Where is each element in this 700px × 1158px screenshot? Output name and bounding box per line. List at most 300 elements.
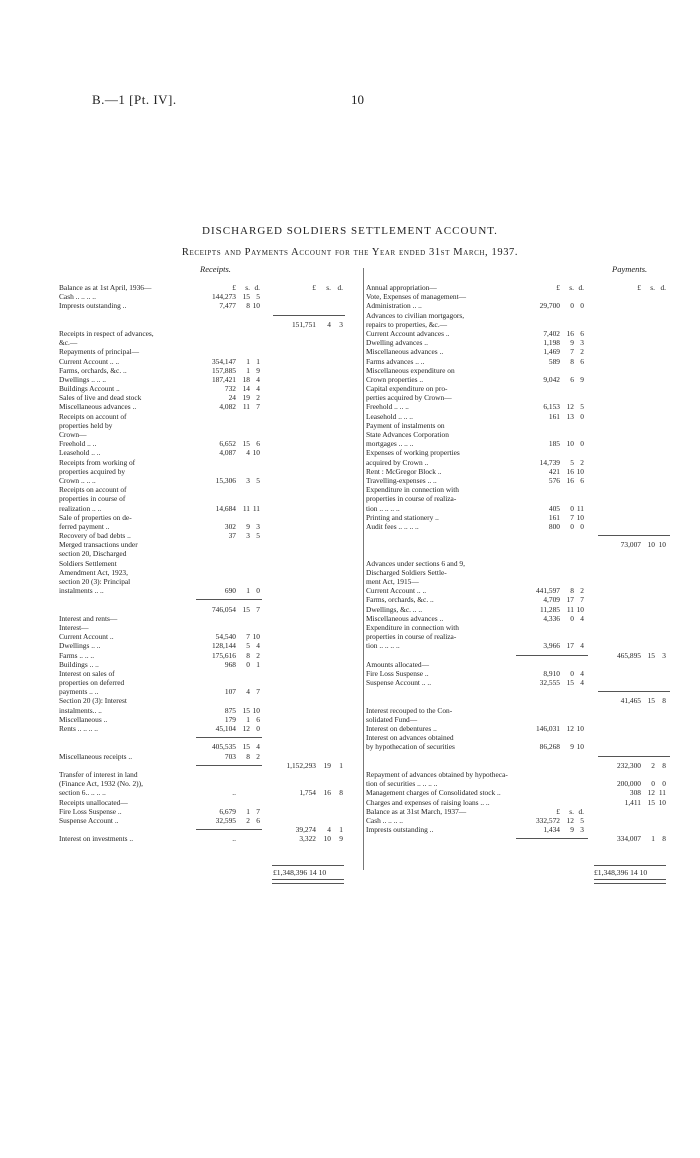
receipts-total-double-rule xyxy=(272,879,344,884)
receipts-row xyxy=(59,393,349,402)
payments-row-label: Amounts allocated— xyxy=(366,659,430,669)
receipts-c1-pounds: 6,679 xyxy=(219,806,236,816)
payments-row xyxy=(366,320,676,329)
payments-row xyxy=(366,292,676,301)
payments-row-label: Farms, orchards, &c. .. xyxy=(366,595,434,605)
payments-c2-pounds: 232,300 xyxy=(616,760,641,770)
payments-row xyxy=(366,752,676,761)
payments-row-label: Capital expenditure on pro- xyxy=(366,384,448,394)
payments-c1-pence: 5 xyxy=(580,402,584,412)
payments-row xyxy=(366,412,676,421)
receipts-c1-pence: 5 xyxy=(256,292,260,302)
receipts-row xyxy=(59,586,349,595)
payments-c2-pence: d. xyxy=(660,283,666,292)
receipts-row-label: Dwellings .. .. xyxy=(59,641,101,651)
payments-row xyxy=(366,476,676,485)
payments-row-label: acquired by Crown .. xyxy=(366,457,429,467)
payments-c2-shillings: 15 xyxy=(647,650,655,660)
receipts-row xyxy=(59,430,349,439)
payments-c1-pence: 0 xyxy=(580,411,584,421)
payments-c1-pence: 10 xyxy=(576,466,584,476)
receipts-c1-shillings: 4 xyxy=(246,448,250,458)
receipts-row-label: Cash .. .. .. .. xyxy=(59,292,96,302)
receipts-row-label: Miscellaneous receipts .. xyxy=(59,751,133,761)
payments-c1-pounds: 86,268 xyxy=(539,742,560,752)
payments-c2-pence: 10 xyxy=(658,797,666,807)
receipts-row xyxy=(59,660,349,669)
payments-row xyxy=(366,448,676,457)
receipts-c1-shillings: s. xyxy=(245,283,250,292)
receipts-row xyxy=(59,549,349,558)
receipts-row-label: Buildings .. .. xyxy=(59,659,99,669)
payments-row xyxy=(366,660,676,669)
receipts-row xyxy=(59,779,349,788)
payments-row-label: Dwelling advances .. xyxy=(366,338,428,348)
payments-row-label: Rent : McGregor Block .. xyxy=(366,466,442,476)
receipts-row-label: Interest and rents— xyxy=(59,613,118,623)
payments-c1-pounds: 146,031 xyxy=(535,724,560,733)
receipts-c1-pence: 7 xyxy=(256,806,260,816)
receipts-c1-pence: 0 xyxy=(256,724,260,733)
payments-heading: Payments. xyxy=(612,264,648,274)
receipts-c1-pence: 7 xyxy=(256,402,260,412)
receipts-row-label: Interest— xyxy=(59,622,89,632)
payments-c1-pence: 10 xyxy=(576,724,584,733)
payments-c1-shillings: 9 xyxy=(570,742,574,752)
receipts-c1-pounds: 157,885 xyxy=(211,365,236,375)
payments-c1-shillings: s. xyxy=(569,283,574,292)
receipts-c2-pounds: £ xyxy=(312,283,316,292)
payments-row-label: Expenses of working properties xyxy=(366,448,460,458)
receipts-c1-pounds: .. xyxy=(232,788,236,798)
receipts-c2-pounds: 1,152,293 xyxy=(286,760,316,770)
payments-c1-pounds: 9,042 xyxy=(543,374,560,384)
payments-c1-shillings: 7 xyxy=(570,512,574,522)
receipts-row-label: Receipts from working of xyxy=(59,457,136,467)
receipts-row-label: Receipts on account of xyxy=(59,485,127,495)
payments-c2-pounds: 41,465 xyxy=(620,696,641,706)
payments-c1-pence: 4 xyxy=(580,641,584,651)
receipts-c1-pence: 2 xyxy=(256,751,260,761)
payments-row xyxy=(366,825,676,834)
payments-row xyxy=(366,623,676,632)
payments-c2-pounds: 73,007 xyxy=(620,540,641,550)
receipts-c2-shillings: 10 xyxy=(323,834,331,844)
payments-row xyxy=(366,779,676,788)
payments-c2-shillings: 0 xyxy=(651,779,655,789)
payments-c1-pence: d. xyxy=(578,806,584,816)
payments-row-label: perties acquired by Crown— xyxy=(366,393,452,403)
payments-c2-pence: 0 xyxy=(662,779,666,789)
payments-row xyxy=(366,384,676,393)
receipts-row xyxy=(59,724,349,733)
payments-row-label: Vote, Expenses of management— xyxy=(366,292,467,302)
receipts-c1-shillings: 15 xyxy=(242,705,250,715)
payments-c1-pence: 0 xyxy=(580,521,584,531)
receipts-row-label: Balance as at 1st April, 1936— xyxy=(59,283,152,292)
receipts-c1-shillings: 14 xyxy=(242,384,250,394)
payments-c1-pounds: 4,336 xyxy=(543,613,560,623)
payments-c2-pounds: 200,000 xyxy=(616,779,641,789)
payments-c1-shillings: 12 xyxy=(566,724,574,733)
payments-c1-pounds: £ xyxy=(556,283,560,292)
payments-row xyxy=(366,577,676,586)
receipts-c1-pence: 4 xyxy=(256,641,260,651)
payments-row-label: Annual appropriation— xyxy=(366,283,437,292)
receipts-row-label: Crown .. .. .. xyxy=(59,475,96,485)
payments-c1-pence: 6 xyxy=(580,356,584,366)
receipts-row xyxy=(59,669,349,678)
receipts-row xyxy=(59,522,349,531)
payments-row xyxy=(366,458,676,467)
receipts-c2-pounds: 1,754 xyxy=(299,788,316,798)
payments-row xyxy=(366,687,676,696)
receipts-row-label: Merged transactions under xyxy=(59,540,138,550)
payments-row xyxy=(366,641,676,650)
payments-c1-pounds: 161 xyxy=(548,411,560,421)
payments-row-label: Printing and stationery .. xyxy=(366,512,439,522)
payments-row xyxy=(366,834,676,843)
receipts-row-label: Interest on investments .. xyxy=(59,834,134,844)
payments-c1-pounds: 185 xyxy=(548,439,560,449)
receipts-row xyxy=(59,412,349,421)
payments-c1-pence: 6 xyxy=(580,475,584,485)
receipts-c1-shillings: 15 xyxy=(242,292,250,302)
payments-c1-pence: 3 xyxy=(580,338,584,348)
payments-row xyxy=(366,467,676,476)
payments-c1-pounds: 14,739 xyxy=(539,457,560,467)
receipts-row xyxy=(59,421,349,430)
receipts-c2-pence: 9 xyxy=(339,834,343,844)
payments-row xyxy=(366,375,676,384)
payments-row xyxy=(366,402,676,411)
payments-c2-shillings: 10 xyxy=(647,540,655,550)
receipts-c1-pounds: 37 xyxy=(228,531,236,541)
receipts-row xyxy=(59,696,349,705)
payments-c1-shillings: 16 xyxy=(566,466,574,476)
receipts-c1-shillings: 11 xyxy=(242,402,250,412)
payments-c1-shillings: 8 xyxy=(570,356,574,366)
receipts-c1-shillings: 11 xyxy=(242,503,250,513)
receipts-row-label: Interest on sales of xyxy=(59,668,115,678)
payments-row-label: Charges and expenses of raising loans .. .. xyxy=(366,797,490,807)
payments-row xyxy=(366,421,676,430)
payments-c1-pence: 7 xyxy=(580,595,584,605)
receipts-c1-pounds: 6,652 xyxy=(219,439,236,449)
payments-row-label: Audit fees .. .. .. .. xyxy=(366,521,419,531)
receipts-row-label: properties acquired by xyxy=(59,466,126,476)
receipts-c1-shillings: 0 xyxy=(246,659,250,669)
payments-c1-pence: 2 xyxy=(580,347,584,357)
receipts-row xyxy=(59,357,349,366)
payments-row xyxy=(366,669,676,678)
payments-c1-shillings: 9 xyxy=(570,825,574,835)
payments-c1-pounds: 6,153 xyxy=(543,402,560,412)
receipts-c1-pounds: 703 xyxy=(224,751,236,761)
payments-c1-pounds: 29,700 xyxy=(539,301,560,311)
receipts-row-label: Current Account .. .. xyxy=(59,356,120,366)
receipts-row xyxy=(59,531,349,540)
receipts-c1-pence: 6 xyxy=(256,714,260,724)
payments-c1-pounds: 1,434 xyxy=(543,825,560,835)
receipts-row-label: Section 20 (3): Interest xyxy=(59,696,127,706)
receipts-row xyxy=(59,402,349,411)
payments-c1-pounds: 11,285 xyxy=(539,604,560,614)
document-title: DISCHARGED SOLDIERS SETTLEMENT ACCOUNT. xyxy=(202,225,498,237)
receipts-row xyxy=(59,623,349,632)
payments-c1-pounds: 32,555 xyxy=(539,678,560,688)
payments-c1-pounds: 161 xyxy=(548,512,560,522)
payments-row xyxy=(366,706,676,715)
payments-row-label: mortgages .. .. .. xyxy=(366,439,414,449)
receipts-c1-pounds: 7,477 xyxy=(219,301,236,311)
payments-row-label: properties in course of realiza- xyxy=(366,494,457,504)
receipts-c2-pence: 1 xyxy=(339,760,343,770)
receipts-c1-pounds: 187,421 xyxy=(211,374,236,384)
receipts-row xyxy=(59,347,349,356)
receipts-c1-pounds: 144,273 xyxy=(211,292,236,302)
payments-c1-pence: 3 xyxy=(580,825,584,835)
receipts-c1-shillings: 2 xyxy=(246,815,250,825)
payments-c1-pence: 2 xyxy=(580,457,584,467)
payments-row xyxy=(366,614,676,623)
payments-row xyxy=(366,724,676,733)
payments-row-label: Farms advances .. .. xyxy=(366,356,425,366)
payments-row xyxy=(366,770,676,779)
payments-c2-pence: 8 xyxy=(662,696,666,706)
receipts-c1-pence: 6 xyxy=(256,439,260,449)
receipts-row xyxy=(59,283,349,292)
receipts-c1-pounds: 746,054 xyxy=(211,604,236,614)
payments-row xyxy=(366,632,676,641)
page-header-reference: B.—1 [Pt. IV]. xyxy=(92,92,177,107)
receipts-row-label: Imprests outstanding .. xyxy=(59,301,127,311)
receipts-row xyxy=(59,513,349,522)
receipts-c1-shillings: 1 xyxy=(246,586,250,596)
receipts-row xyxy=(59,632,349,641)
payments-c1-pence: 0 xyxy=(580,301,584,311)
payments-row xyxy=(366,504,676,513)
receipts-c1-pence: 10 xyxy=(252,705,260,715)
receipts-c1-pence: 10 xyxy=(252,301,260,311)
receipts-c1-pence: 1 xyxy=(256,356,260,366)
receipts-row xyxy=(59,798,349,807)
receipts-row-label: Dwellings .. .. .. xyxy=(59,374,107,384)
receipts-c1-shillings: 15 xyxy=(242,742,250,752)
receipts-row xyxy=(59,494,349,503)
payments-row xyxy=(366,816,676,825)
payments-c1-shillings: 17 xyxy=(566,641,574,651)
receipts-c1-pounds: 54,540 xyxy=(215,632,236,642)
payments-row xyxy=(366,531,676,540)
receipts-row xyxy=(59,614,349,623)
payments-row xyxy=(366,366,676,375)
receipts-row-label: Miscellaneous .. xyxy=(59,714,108,724)
receipts-c1-pounds: 179 xyxy=(224,714,236,724)
receipts-c1-pounds: 405,535 xyxy=(211,742,236,752)
payments-row-label: Discharged Soldiers Settle- xyxy=(366,567,447,577)
receipts-row-label: Miscellaneous advances .. xyxy=(59,402,137,412)
payments-row xyxy=(366,513,676,522)
receipts-row-label: section 20, Discharged xyxy=(59,549,127,559)
receipts-row-label: realization .. .. xyxy=(59,503,102,513)
receipts-c1-pence: 4 xyxy=(256,374,260,384)
payments-row-label: Balance as at 31st March, 1937— xyxy=(366,806,467,816)
payments-row-label: Interest recouped to the Con- xyxy=(366,705,453,715)
payments-row-label: Advances under sections 6 and 9, xyxy=(366,558,465,568)
receipts-row xyxy=(59,301,349,310)
payments-row xyxy=(366,798,676,807)
receipts-row-label: Rents .. .. .. .. xyxy=(59,724,99,733)
payments-c1-pence: 9 xyxy=(580,374,584,384)
receipts-row-label: &c.— xyxy=(59,338,78,348)
payments-c1-shillings: 0 xyxy=(570,521,574,531)
receipts-row xyxy=(59,485,349,494)
column-divider xyxy=(363,268,364,870)
payments-c2-shillings: 12 xyxy=(647,788,655,798)
payments-c1-pence: 4 xyxy=(580,668,584,678)
receipts-c1-pounds: .. xyxy=(232,834,236,844)
payments-c2-pence: 11 xyxy=(658,788,666,798)
receipts-row xyxy=(59,476,349,485)
payments-row-label: Imprests outstanding .. xyxy=(366,825,434,835)
receipts-row xyxy=(59,825,349,834)
receipts-c1-shillings: 1 xyxy=(246,714,250,724)
receipts-c2-shillings: 4 xyxy=(327,825,331,835)
receipts-row xyxy=(59,467,349,476)
receipts-c1-pence: 1 xyxy=(256,659,260,669)
payments-c1-shillings: 13 xyxy=(566,411,574,421)
receipts-c1-pence: 2 xyxy=(256,650,260,660)
payments-c1-pounds: 4,709 xyxy=(543,595,560,605)
payments-c2-shillings: 1 xyxy=(651,834,655,844)
receipts-row-label: ferred payment .. xyxy=(59,521,110,531)
payments-row xyxy=(366,742,676,751)
payments-row-label: repairs to properties, &c.— xyxy=(366,319,448,329)
payments-row-label: Advances to civilian mortgagors, xyxy=(366,310,465,320)
payments-c1-pence: 4 xyxy=(580,613,584,623)
payments-row xyxy=(366,283,676,292)
receipts-c1-pence: 3 xyxy=(256,521,260,531)
payments-row-label: Cash .. .. .. .. xyxy=(366,815,403,825)
receipts-c2-pounds: 151,751 xyxy=(291,319,316,329)
receipts-c1-pence: 4 xyxy=(256,384,260,394)
receipts-c1-pounds: 4,082 xyxy=(219,402,236,412)
receipts-row xyxy=(59,439,349,448)
payments-row-label: Administration .. .. xyxy=(366,301,422,311)
receipts-row-label: Amendment Act, 1923, xyxy=(59,567,128,577)
receipts-row xyxy=(59,568,349,577)
payments-c1-pence: d. xyxy=(578,283,584,292)
payments-row-label: Suspense Account .. .. xyxy=(366,678,432,688)
payments-row-label: Current Account .. .. xyxy=(366,586,427,596)
receipts-row-label: Buildings Account .. xyxy=(59,384,120,394)
receipts-row xyxy=(59,742,349,751)
payments-c1-shillings: 0 xyxy=(570,668,574,678)
payments-c1-pence: 10 xyxy=(576,604,584,614)
receipts-c1-pence: d. xyxy=(254,283,260,292)
receipts-row xyxy=(59,752,349,761)
receipts-row xyxy=(59,770,349,779)
payments-c1-shillings: 17 xyxy=(566,595,574,605)
receipts-row xyxy=(59,504,349,513)
receipts-c2-pounds: 3,322 xyxy=(299,834,316,844)
receipts-row-label: Suspense Account .. xyxy=(59,815,119,825)
payments-row xyxy=(366,586,676,595)
payments-row xyxy=(366,595,676,604)
payments-c1-pounds: 1,198 xyxy=(543,338,560,348)
receipts-c2-shillings: 19 xyxy=(323,760,331,770)
payments-row xyxy=(366,568,676,577)
receipts-row xyxy=(59,448,349,457)
receipts-c1-shillings: 12 xyxy=(242,724,250,733)
payments-c1-shillings: 15 xyxy=(566,678,574,688)
payments-c1-pounds: 1,469 xyxy=(543,347,560,357)
receipts-c1-shillings: 8 xyxy=(246,301,250,311)
payments-row xyxy=(366,430,676,439)
receipts-row-label: Transfer of interest in land xyxy=(59,769,138,779)
receipts-row-label: payments .. .. xyxy=(59,687,99,697)
receipts-c1-shillings: 8 xyxy=(246,751,250,761)
receipts-c1-pounds: 302 xyxy=(224,521,236,531)
receipts-row-label: (Finance Act, 1932 (No. 2)), xyxy=(59,779,143,789)
payments-total-rule xyxy=(594,865,666,866)
payments-c1-pence: 11 xyxy=(576,503,584,513)
receipts-c1-pounds: 107 xyxy=(224,687,236,697)
receipts-row xyxy=(59,375,349,384)
receipts-row xyxy=(59,834,349,843)
receipts-row xyxy=(59,678,349,687)
receipts-c1-pence: 4 xyxy=(256,742,260,752)
receipts-c1-shillings: 15 xyxy=(242,439,250,449)
payments-row xyxy=(366,651,676,660)
receipts-c2-shillings: s. xyxy=(326,283,331,292)
receipts-row-label: Receipts on account of xyxy=(59,411,127,421)
payments-row xyxy=(366,439,676,448)
payments-c1-pence: 5 xyxy=(580,815,584,825)
receipts-row xyxy=(59,559,349,568)
payments-c1-pence: 2 xyxy=(580,586,584,596)
payments-c1-shillings: 6 xyxy=(570,374,574,384)
payments-row xyxy=(366,301,676,310)
receipts-c1-pounds: 128,144 xyxy=(211,641,236,651)
receipts-row xyxy=(59,540,349,549)
receipts-row xyxy=(59,687,349,696)
receipts-row xyxy=(59,807,349,816)
payments-c1-pence: 10 xyxy=(576,742,584,752)
receipts-row-label: Farms .. .. .. xyxy=(59,650,95,660)
payments-row xyxy=(366,696,676,705)
payments-row-label: Freehold .. .. .. xyxy=(366,402,409,412)
payments-row xyxy=(366,485,676,494)
payments-row-label: properties in course of realiza- xyxy=(366,632,457,642)
receipts-total-rule xyxy=(272,865,344,866)
payments-total: £1,348,396 14 10 xyxy=(594,868,648,877)
payments-c1-pence: 0 xyxy=(580,439,584,449)
receipts-c1-pence: 6 xyxy=(256,815,260,825)
page-number: 10 xyxy=(351,92,364,107)
receipts-c1-pence: 0 xyxy=(256,586,260,596)
payments-total-double-rule xyxy=(594,879,666,884)
payments-row xyxy=(366,338,676,347)
payments-row-label: Travelling-expenses .. .. xyxy=(366,475,437,485)
receipts-c1-shillings: 5 xyxy=(246,641,250,651)
receipts-c1-pounds: 175,616 xyxy=(211,650,236,660)
receipts-row-label: Repayments of principal— xyxy=(59,347,140,357)
payments-row-label: Miscellaneous expenditure on xyxy=(366,365,455,375)
payments-c2-pounds: 465,895 xyxy=(616,650,641,660)
payments-c1-pounds: 8,910 xyxy=(543,668,560,678)
